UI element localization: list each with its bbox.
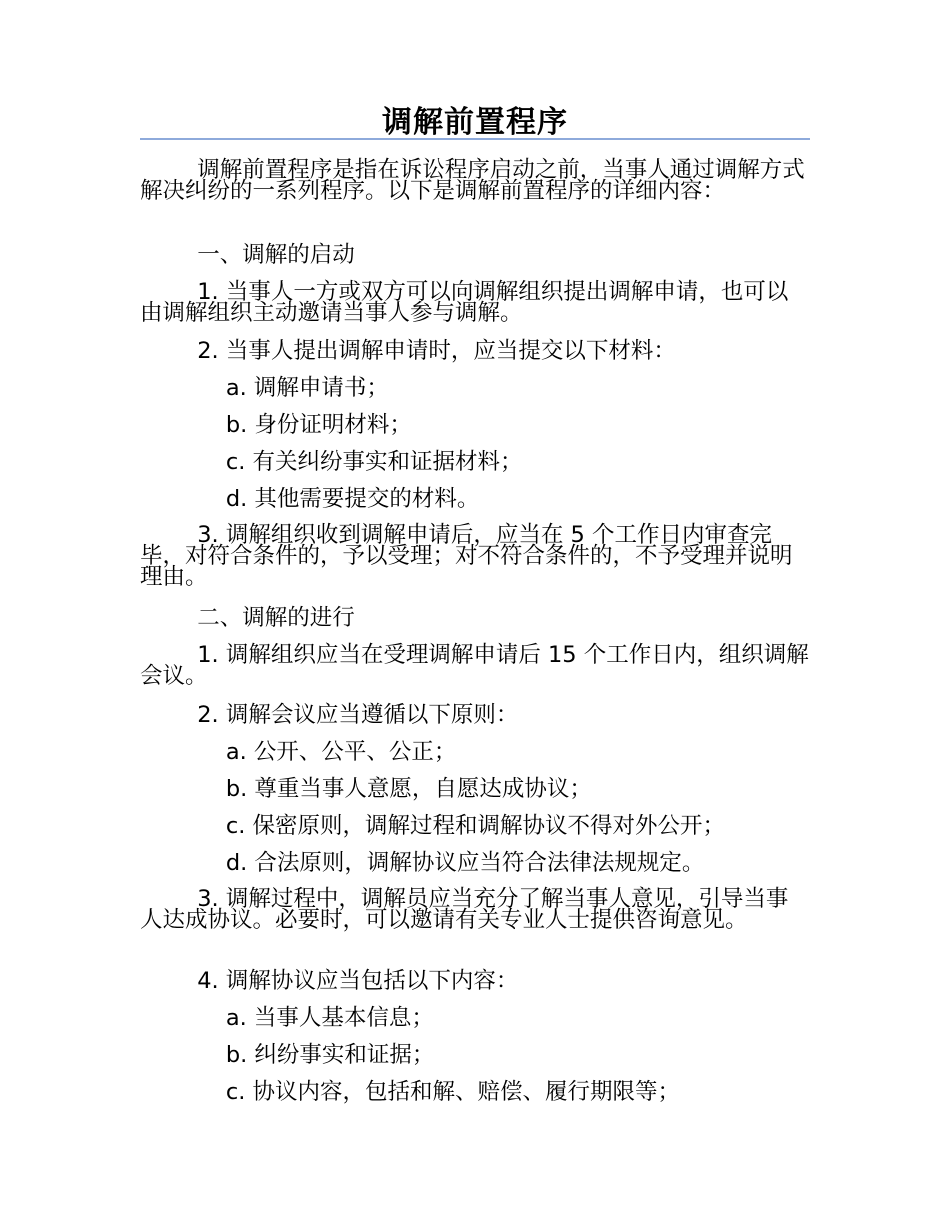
list-item-process-a: a. 公开、公平、公正； (140, 739, 457, 765)
list-item-start-a: a. 调解申请书； (140, 375, 389, 401)
list-item-agreement-b: b. 纠纷事实和证据； (140, 1042, 435, 1068)
paragraph-process-4: 4. 调解协议应当包括以下内容： (140, 968, 519, 994)
paragraph-process-3: 3. 调解过程中，调解员应当充分了解当事人意见，引导当事人达成协议。必要时，可以邀请有关专业人士提供咨询意见。 (140, 886, 789, 933)
section-heading-start: 一、调解的启动 (140, 242, 355, 268)
title-underline (140, 138, 810, 140)
intro-paragraph: 调解前置程序是指在诉讼程序启动之前，当事人通过调解方式解决纠纷的一系列程序。以下是调解前置程序的详细内容： (140, 157, 805, 204)
paragraph-process-2: 2. 调解会议应当遵循以下原则： (140, 702, 519, 728)
list-item-start-c: c. 有关纠纷事实和证据材料； (140, 449, 523, 475)
list-item-start-b: b. 身份证明材料； (140, 412, 412, 438)
list-item-process-c: c. 保密原则，调解过程和调解协议不得对外公开； (140, 813, 726, 839)
list-item-agreement-a: a. 当事人基本信息； (140, 1005, 434, 1031)
list-item-start-d: d. 其他需要提交的材料。 (140, 486, 480, 512)
list-item-process-b: b. 尊重当事人意愿，自愿达成协议； (140, 776, 592, 802)
list-item-agreement-c: c. 协议内容，包括和解、赔偿、履行期限等； (140, 1079, 681, 1105)
paragraph-start-1: 1. 当事人一方或双方可以向调解组织提出调解申请，也可以由调解组织主动邀请当事人参与调解。 (140, 279, 789, 326)
paragraph-process-1: 1. 调解组织应当在受理调解申请后 15 个工作日内，组织调解会议。 (140, 642, 809, 689)
section-heading-process: 二、调解的进行 (140, 605, 355, 631)
list-item-process-d: d. 合法原则，调解协议应当符合法律法规规定。 (140, 850, 705, 876)
paragraph-start-3: 3. 调解组织收到调解申请后，应当在 5 个工作日内审查完毕，对符合条件的，予以受理；对不符合条件的，不予受理并说明理由。 (140, 522, 793, 590)
paragraph-start-2: 2. 当事人提出调解申请时，应当提交以下材料： (140, 338, 676, 364)
page-title: 调解前置程序 (382, 105, 568, 140)
